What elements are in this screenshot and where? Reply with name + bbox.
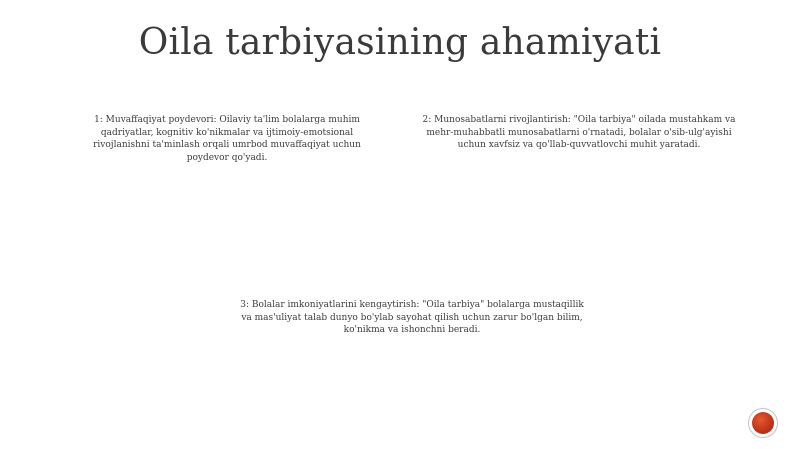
circle-button-icon bbox=[752, 412, 774, 434]
paragraph-3: 3: Bolalar imkoniyatlarini kengaytirish: "Oila tarbiya" bolalarga mustaqillik va mas'uliyat talab dunyo bo'ylab sayohat qilish uchun zarur bo'lgan bilim, ko'nikma va ishonchni beradi. bbox=[240, 300, 584, 335]
next-slide-button[interactable] bbox=[748, 408, 778, 438]
paragraph-2: 2: Munosabatlarni rivojlantirish: "Oila tarbiya" oilada mustahkam va mehr-muhabbatli munosabatlarni o'rnatadi, bolalar o'sib-ulg'ayishi uchun xavfsiz va qo'llab-quvvatlovchi muhit yaratadi. bbox=[422, 115, 736, 150]
slide-title: Oila tarbiyasining ahamiyati bbox=[138, 22, 662, 63]
paragraph-1: 1: Muvaffaqiyat poydevori: Oilaviy ta'lim bolalarga muhim qadriyatlar, kognitiv ko'nikmalar va ijtimoiy-emotsional rivojlanishni ta'minlash orqali umrbod muvaffaqiyat uchun poydevor qo'yadi. bbox=[93, 115, 361, 163]
